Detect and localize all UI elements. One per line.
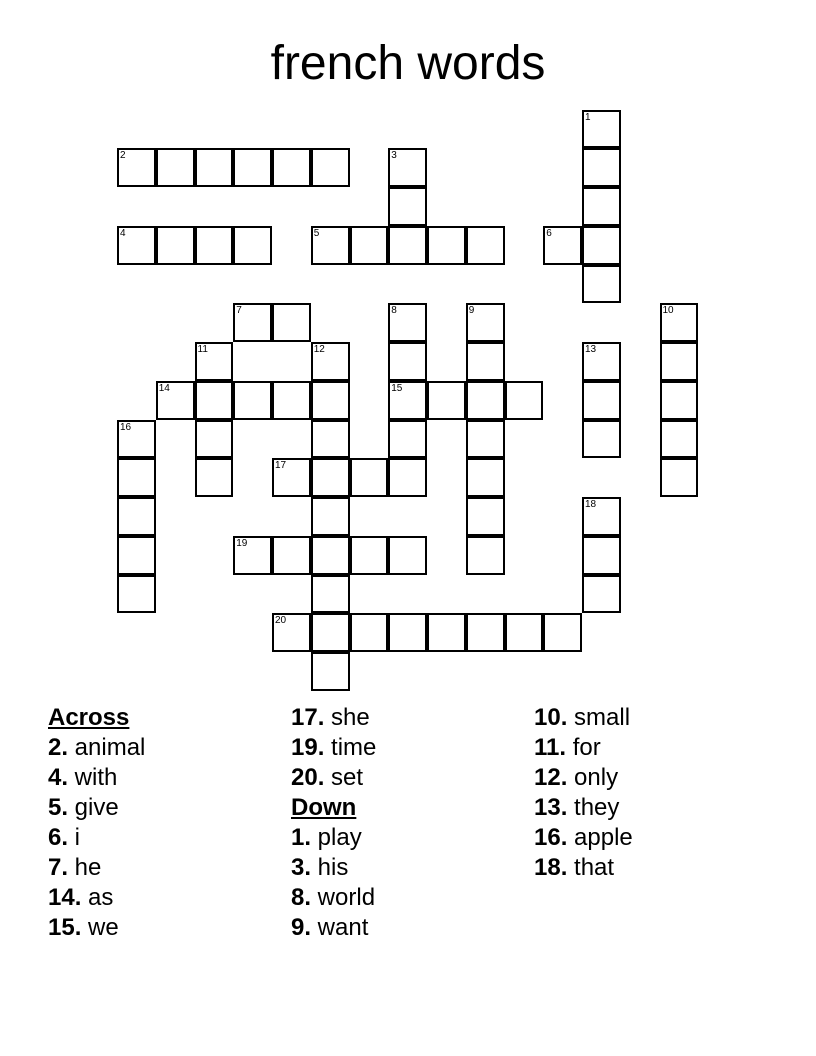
grid-cell[interactable] (388, 226, 427, 265)
clue-text: play (311, 824, 362, 851)
grid-cell[interactable] (466, 497, 505, 536)
clue-text: set (324, 764, 364, 791)
clue-number: 11 (197, 344, 208, 355)
grid-cell[interactable] (233, 536, 272, 575)
grid-cell[interactable] (660, 458, 699, 497)
grid-cell[interactable] (388, 420, 427, 459)
across-clue (48, 793, 145, 823)
grid-cell[interactable] (388, 381, 427, 420)
clue-number: 18 (585, 499, 597, 510)
grid-cell[interactable] (582, 110, 621, 149)
clue-number: 15 (391, 382, 403, 394)
grid-cell[interactable] (233, 148, 272, 187)
clue-number: 16 (120, 421, 132, 433)
down-clue (291, 823, 376, 853)
clue-num: 18. (534, 854, 568, 881)
grid-cell[interactable] (427, 613, 466, 652)
grid-cell[interactable] (311, 575, 350, 614)
grid-cell[interactable] (272, 303, 311, 342)
clue-number: 9 (468, 305, 475, 317)
clue-num: 12. (534, 764, 568, 791)
clue-number: 2 (120, 150, 126, 162)
grid-cell[interactable] (505, 381, 544, 420)
grid-cell[interactable] (311, 342, 350, 381)
grid-cell[interactable] (466, 458, 505, 497)
grid-cell[interactable] (350, 613, 389, 652)
clues-column-3 (534, 703, 633, 883)
down-clue (534, 703, 633, 733)
grid-cell[interactable] (195, 420, 234, 459)
clue-number: 17 (275, 460, 287, 472)
grid-cell[interactable] (543, 226, 582, 265)
clue-text: only (567, 764, 619, 791)
clue-text: i (68, 824, 81, 851)
grid-cell[interactable] (505, 613, 544, 652)
grid-cell[interactable] (466, 381, 505, 420)
across-clue (48, 823, 145, 853)
across-clue (48, 853, 145, 883)
clue-text: small (567, 704, 631, 731)
grid-cell[interactable] (272, 148, 311, 187)
clue-num: 2. (48, 734, 69, 761)
clue-text: they (567, 794, 620, 821)
grid-cell[interactable] (311, 458, 350, 497)
clue-num: 16. (534, 824, 568, 851)
grid-cell[interactable] (311, 226, 350, 265)
clue-text: we (81, 914, 119, 941)
clue-num: 3. (291, 854, 312, 881)
clue-num: 9. (291, 914, 312, 941)
grid-cell[interactable] (233, 226, 272, 265)
down-clue (534, 853, 633, 883)
grid-cell[interactable] (311, 148, 350, 187)
across-clue (291, 703, 376, 733)
grid-cell[interactable] (195, 458, 234, 497)
clues-column-1 (48, 703, 145, 943)
down-clue (291, 913, 376, 943)
grid-cell[interactable] (582, 497, 621, 536)
clue-num: 8. (291, 884, 312, 911)
grid-cell[interactable] (233, 381, 272, 420)
grid-cell[interactable] (466, 303, 505, 342)
grid-cell[interactable] (272, 458, 311, 497)
grid-cell[interactable] (466, 226, 505, 265)
clue-number: 10 (662, 305, 674, 317)
clue-number: 4 (120, 227, 126, 239)
grid-cell[interactable] (117, 458, 156, 497)
clues-column-2 (291, 703, 376, 943)
clue-text: his (311, 854, 349, 881)
grid-cell[interactable] (466, 420, 505, 459)
grid-cell[interactable] (388, 536, 427, 575)
grid-cell[interactable] (660, 303, 699, 342)
grid-cell[interactable] (311, 652, 350, 691)
grid-cell[interactable] (582, 265, 621, 304)
grid-cell[interactable] (311, 420, 350, 459)
clue-text: for (566, 734, 601, 761)
grid-cell[interactable] (660, 342, 699, 381)
grid-cell[interactable] (272, 381, 311, 420)
grid-cell[interactable] (272, 536, 311, 575)
grid-cell[interactable] (156, 148, 195, 187)
clue-number: 6 (546, 227, 552, 239)
grid-cell[interactable] (582, 420, 621, 459)
clue-num: 17. (291, 704, 325, 731)
grid-cell[interactable] (582, 381, 621, 420)
clue-num: 13. (534, 794, 568, 821)
grid-cell[interactable] (427, 381, 466, 420)
grid-cell[interactable] (156, 381, 195, 420)
grid-cell[interactable] (156, 226, 195, 265)
clue-number: 1 (585, 111, 591, 123)
puzzle-title: french words (270, 37, 546, 90)
clue-number: 5 (313, 227, 320, 239)
grid-cell[interactable] (195, 226, 234, 265)
clue-num: 20. (291, 764, 325, 791)
clue-text: she (324, 704, 370, 731)
grid-cell[interactable] (195, 381, 234, 420)
clue-number: 7 (236, 305, 242, 317)
clue-num: 4. (48, 764, 69, 791)
grid-cell[interactable] (195, 148, 234, 187)
grid-cell[interactable] (582, 536, 621, 575)
clue-num: 10. (534, 704, 568, 731)
grid-cell[interactable] (466, 342, 505, 381)
grid-cell[interactable] (117, 536, 156, 575)
grid-cell[interactable] (117, 226, 156, 265)
grid-cell[interactable] (117, 148, 156, 187)
grid-cell[interactable] (311, 381, 350, 420)
clue-num: 15. (48, 914, 82, 941)
across-clue (48, 763, 145, 793)
grid-cell[interactable] (272, 613, 311, 652)
clue-num: 11. (534, 734, 567, 761)
clue-number: 19 (236, 537, 248, 549)
clue-number: 8 (391, 305, 397, 317)
grid-cell[interactable] (195, 342, 234, 381)
down-header: Down (291, 794, 357, 821)
clue-text: animal (68, 734, 146, 761)
clue-text: he (68, 854, 102, 881)
clue-text: with (68, 764, 118, 791)
grid-cell[interactable] (350, 458, 389, 497)
grid-cell[interactable] (543, 613, 582, 652)
clue-text: time (324, 734, 377, 761)
grid-cell[interactable] (350, 536, 389, 575)
clue-number: 3 (391, 150, 397, 162)
grid-cell[interactable] (388, 342, 427, 381)
down-clue (291, 853, 376, 883)
grid-cell[interactable] (660, 420, 699, 459)
grid-cell[interactable] (233, 303, 272, 342)
down-clue (291, 883, 376, 913)
down-clue (534, 733, 633, 763)
clue-text: apple (567, 824, 633, 851)
clue-num: 14. (48, 884, 82, 911)
across-clue (48, 733, 145, 763)
grid-cell[interactable] (388, 613, 427, 652)
clue-text: that (567, 854, 615, 881)
down-clue (534, 763, 633, 793)
grid-cell[interactable] (466, 613, 505, 652)
grid-cell[interactable] (388, 458, 427, 497)
clue-num: 7. (48, 854, 69, 881)
across-clue (48, 913, 145, 943)
across-clue (291, 733, 376, 763)
grid-cell[interactable] (582, 226, 621, 265)
across-clue (291, 763, 376, 793)
clue-text: want (311, 914, 369, 941)
clue-number: 12 (313, 344, 325, 355)
down-clue (534, 793, 633, 823)
grid-cell[interactable] (582, 187, 621, 226)
clue-num: 5. (48, 794, 69, 821)
grid-cell[interactable] (582, 148, 621, 187)
clue-text: as (81, 884, 114, 911)
clue-number: 13 (585, 344, 597, 355)
grid-cell[interactable] (388, 148, 427, 187)
clue-text: give (68, 794, 119, 821)
grid-cell[interactable] (311, 497, 350, 536)
grid-cell[interactable] (117, 497, 156, 536)
clue-text: world (311, 884, 376, 911)
grid-cell[interactable] (311, 613, 350, 652)
grid-cell[interactable] (117, 575, 156, 614)
grid-cell[interactable] (311, 536, 350, 575)
grid-cell[interactable] (582, 575, 621, 614)
clue-num: 19. (291, 734, 325, 761)
clue-num: 6. (48, 824, 69, 851)
down-clue (534, 823, 633, 853)
grid-cell[interactable] (350, 226, 389, 265)
grid-cell[interactable] (466, 536, 505, 575)
clue-number: 14 (158, 382, 170, 394)
across-header: Across (48, 704, 130, 731)
grid-cell[interactable] (427, 226, 466, 265)
grid-cell[interactable] (660, 381, 699, 420)
across-clue (48, 883, 145, 913)
grid-cell[interactable] (388, 303, 427, 342)
clue-number: 20 (275, 615, 287, 627)
grid-cell[interactable] (582, 342, 621, 381)
clue-num: 1. (291, 824, 312, 851)
grid-cell[interactable] (388, 187, 427, 226)
grid-cell[interactable] (117, 420, 156, 459)
